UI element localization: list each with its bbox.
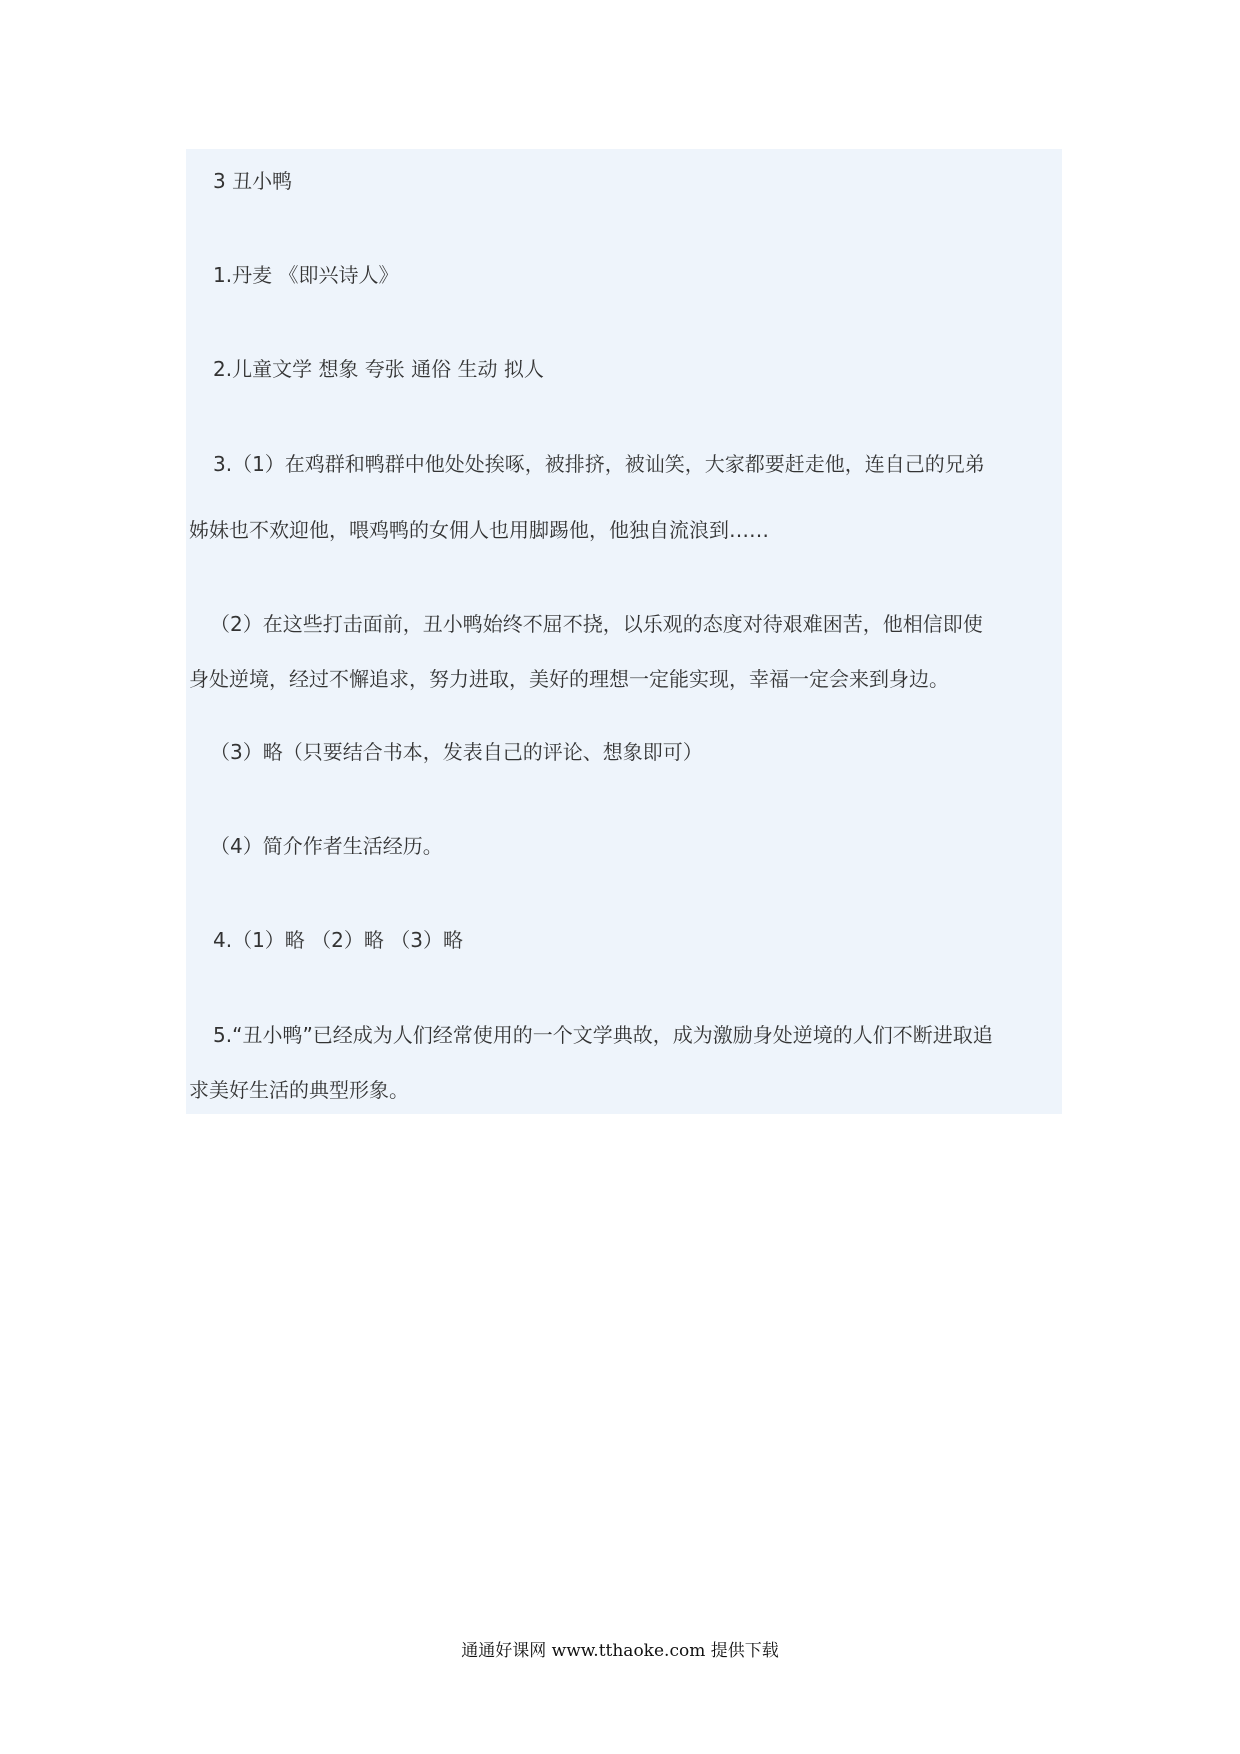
section-title: 3 丑小鸭 xyxy=(213,169,293,193)
footer-text: 通通好课网 www.tthaoke.com 提供下载 xyxy=(461,1641,779,1661)
answer-3-1-line-2: 姊妹也不欢迎他，喂鸡鸭的女佣人也用脚踢他，他独自流浪到…… xyxy=(189,518,769,542)
answer-3-1-line-1: 3.（1）在鸡群和鸭群中他处处挨啄，被排挤，被讪笑，大家都要赶走他，连自己的兄弟 xyxy=(213,452,985,476)
answer-3-4: （4）简介作者生活经历。 xyxy=(210,834,443,858)
answer-4: 4.（1）略 （2）略 （3）略 xyxy=(213,928,463,952)
answer-5-line-1: 5.“丑小鸭”已经成为人们经常使用的一个文学典故，成为激励身处逆境的人们不断进取追 xyxy=(213,1023,993,1047)
answer-3-3: （3）略（只要结合书本，发表自己的评论、想象即可） xyxy=(210,740,703,764)
answer-1: 1.丹麦 《即兴诗人》 xyxy=(213,263,399,287)
answer-3-2-line-1: （2）在这些打击面前，丑小鸭始终不屈不挠，以乐观的态度对待艰难困苦，他相信即使 xyxy=(210,612,983,636)
answer-box xyxy=(186,149,1062,1114)
answer-5-line-2: 求美好生活的典型形象。 xyxy=(189,1078,409,1102)
answer-2: 2.儿童文学 想象 夸张 通俗 生动 拟人 xyxy=(213,357,544,381)
answer-3-2-line-2: 身处逆境，经过不懈追求，努力进取，美好的理想一定能实现，幸福一定会来到身边。 xyxy=(189,667,949,691)
